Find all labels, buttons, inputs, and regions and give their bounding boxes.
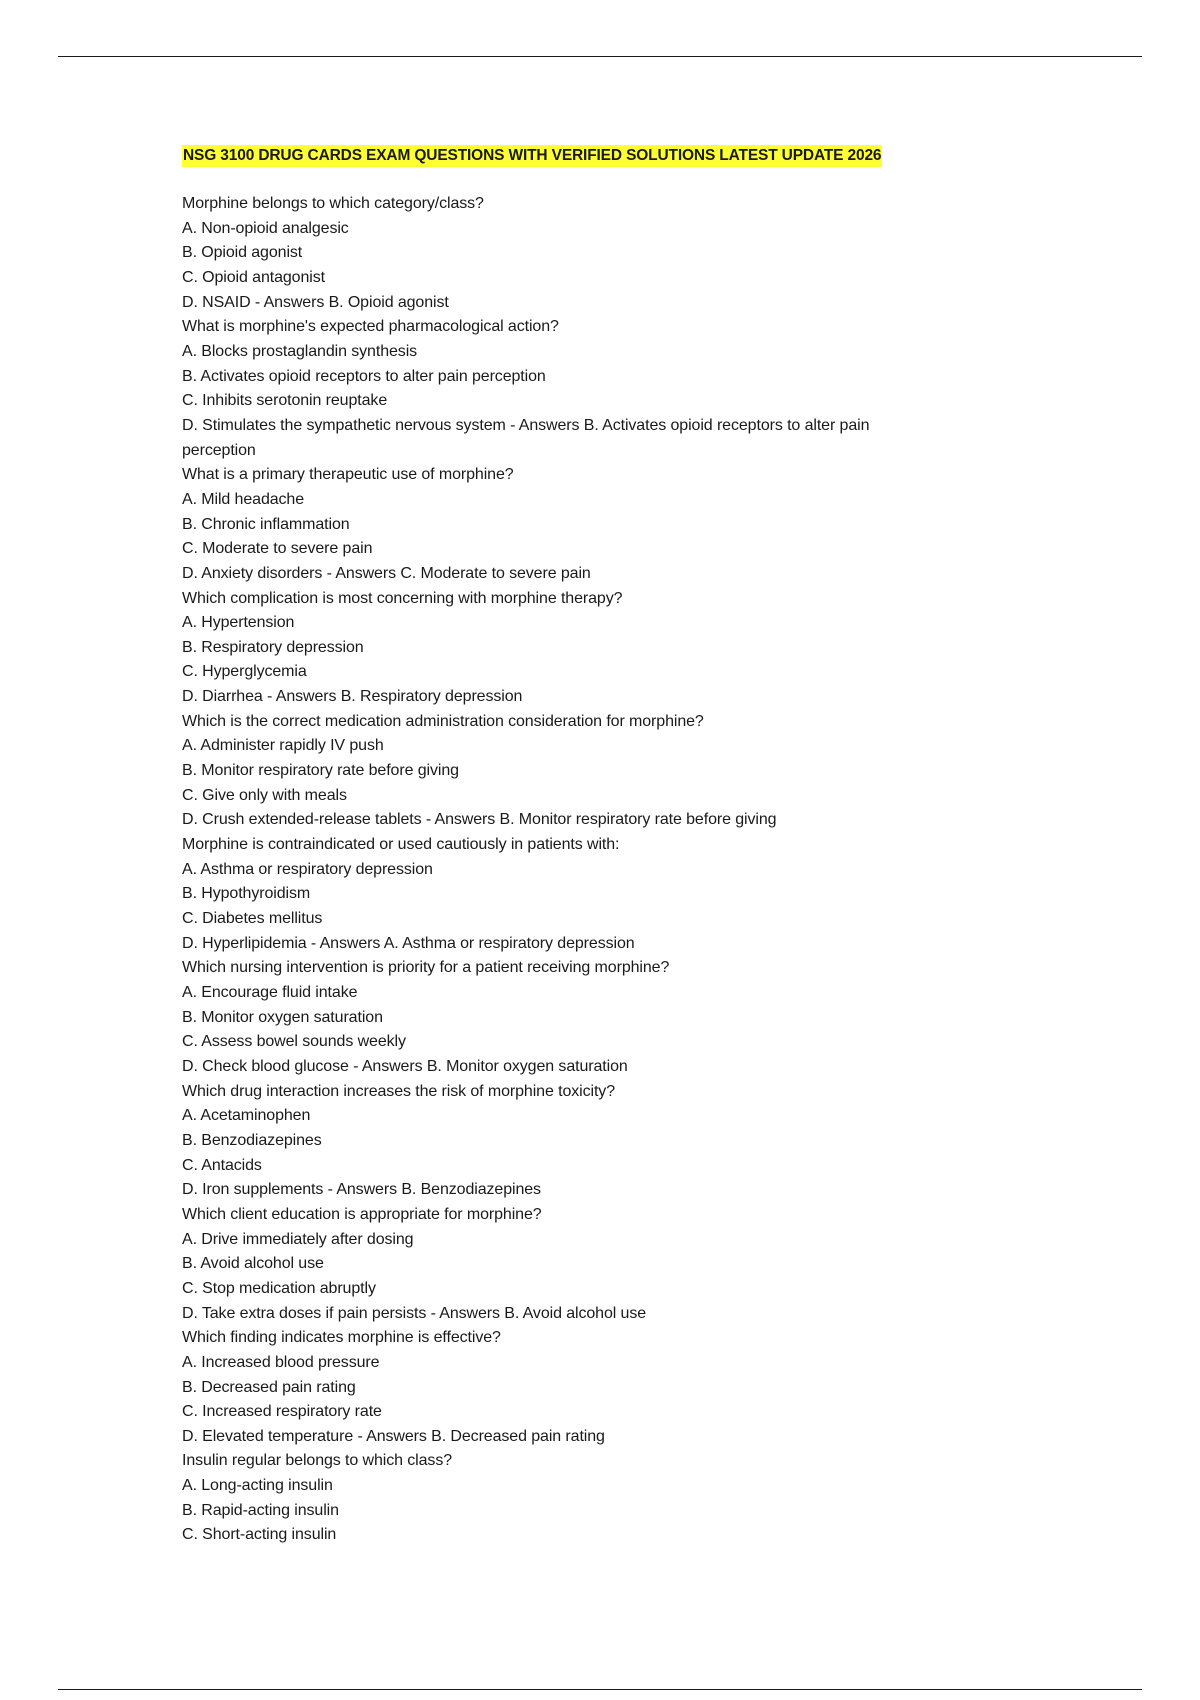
text-line: What is morphine's expected pharmacological action? — [182, 318, 559, 336]
text-line: B. Benzodiazepines — [182, 1131, 322, 1149]
text-line: B. Avoid alcohol use — [182, 1255, 324, 1273]
text-line: A. Non-opioid analgesic — [182, 219, 349, 237]
text-line: C. Inhibits serotonin reuptake — [182, 392, 388, 410]
header-rule — [58, 56, 1142, 57]
document-body — [182, 145, 1042, 1548]
footer-rule — [58, 1689, 1142, 1690]
document-title: NSG 3100 DRUG CARDS EXAM QUESTIONS WITH VERIFIED SOLUTIONS LATEST UPDATE 2026 — [182, 145, 882, 167]
text-line: A. Acetaminophen — [182, 1107, 311, 1125]
text-line: A. Long-acting insulin — [182, 1477, 333, 1495]
text-line: A. Administer rapidly IV push — [182, 737, 384, 755]
text-line: D. Stimulates the sympathetic nervous system - Answers B. Activates opioid receptors to alter pain — [182, 416, 870, 434]
text-line: Which complication is most concerning with morphine therapy? — [182, 589, 623, 607]
text-line: C. Stop medication abruptly — [182, 1279, 376, 1297]
text-line: A. Blocks prostaglandin synthesis — [182, 342, 418, 360]
text-line: Which finding indicates morphine is effective? — [182, 1329, 501, 1347]
text-line: B. Rapid-acting insulin — [182, 1501, 339, 1519]
text-line: D. Iron supplements - Answers B. Benzodiazepines — [182, 1181, 541, 1199]
text-line: B. Decreased pain rating — [182, 1378, 356, 1396]
text-line: B. Activates opioid receptors to alter pain perception — [182, 367, 546, 385]
text-line: What is a primary therapeutic use of morphine? — [182, 466, 514, 484]
text-line: B. Respiratory depression — [182, 638, 364, 656]
text-line: B. Monitor oxygen saturation — [182, 1008, 383, 1026]
text-line: B. Hypothyroidism — [182, 885, 311, 903]
text-line: Morphine belongs to which category/class? — [182, 195, 484, 212]
text-line: D. Anxiety disorders - Answers C. Moderate to severe pain — [182, 564, 591, 582]
text-line: D. Take extra doses if pain persists - Answers B. Avoid alcohol use — [182, 1304, 647, 1322]
text-line: D. Diarrhea - Answers B. Respiratory depression — [182, 688, 523, 706]
text-line: C. Diabetes mellitus — [182, 910, 323, 928]
text-line: perception — [182, 441, 256, 459]
text-line: A. Asthma or respiratory depression — [182, 860, 433, 878]
text-line: Which drug interaction increases the risk of morphine toxicity? — [182, 1082, 616, 1100]
text-line: C. Hyperglycemia — [182, 663, 307, 681]
question-list — [182, 192, 1042, 1548]
text-line: B. Monitor respiratory rate before giving — [182, 762, 459, 780]
text-line: Which client education is appropriate for morphine? — [182, 1205, 542, 1223]
text-line: C. Moderate to severe pain — [182, 540, 373, 558]
text-line: A. Hypertension — [182, 614, 295, 632]
text-line: B. Opioid agonist — [182, 244, 303, 262]
text-line: D. Crush extended-release tablets - Answers B. Monitor respiratory rate before giving — [182, 811, 777, 829]
text-line: D. Check blood glucose - Answers B. Monitor oxygen saturation — [182, 1057, 628, 1075]
text-line: D. NSAID - Answers B. Opioid agonist — [182, 293, 449, 311]
text-line: A. Encourage fluid intake — [182, 984, 358, 1001]
text-line: Which is the correct medication administration consideration for morphine? — [182, 712, 704, 730]
text-line: A. Mild headache — [182, 490, 305, 508]
text-line: C. Antacids — [182, 1156, 262, 1174]
text-line: B. Chronic inflammation — [182, 515, 350, 533]
text-line: A. Increased blood pressure — [182, 1353, 380, 1371]
text-line: Which nursing intervention is priority for a patient receiving morphine? — [182, 959, 670, 977]
text-line: C. Short-acting insulin — [182, 1526, 337, 1544]
text-line: Insulin regular belongs to which class? — [182, 1452, 453, 1470]
text-line: D. Elevated temperature - Answers B. Decreased pain rating — [182, 1427, 605, 1445]
text-line: C. Opioid antagonist — [182, 268, 325, 286]
text-line: C. Increased respiratory rate — [182, 1403, 382, 1421]
text-line: D. Hyperlipidemia - Answers A. Asthma or respiratory depression — [182, 934, 635, 952]
text-line: C. Give only with meals — [182, 786, 347, 804]
text-line: Morphine is contraindicated or used cautiously in patients with: — [182, 836, 620, 854]
text-line: A. Drive immediately after dosing — [182, 1230, 414, 1248]
text-line: C. Assess bowel sounds weekly — [182, 1033, 406, 1051]
